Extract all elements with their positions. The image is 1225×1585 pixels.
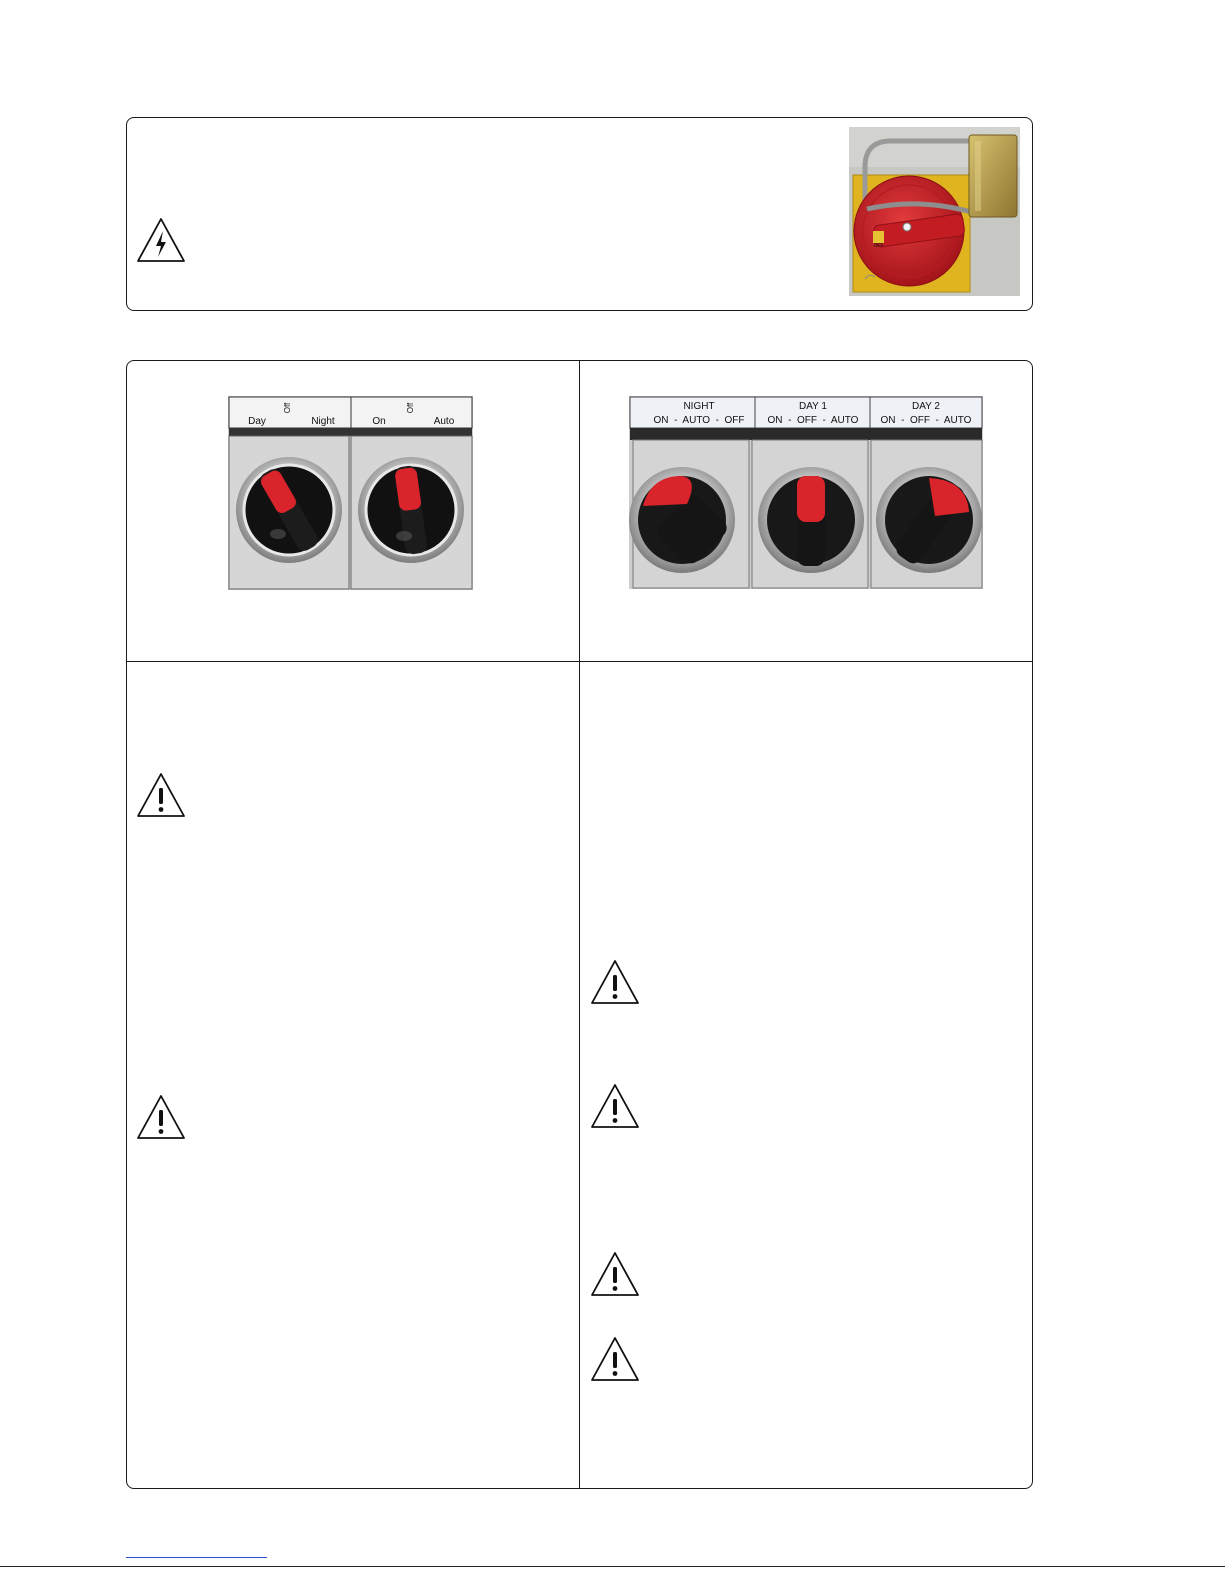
night-selector-knob [629,467,735,573]
three-switch-photo [629,396,983,589]
column-divider [579,361,580,1488]
night-positions-label: ON - AUTO - OFF [653,415,745,426]
day-night-selector-knob [236,457,342,563]
switch2-on-label: On [372,416,386,427]
caution-icon [135,1093,187,1141]
row-divider [127,661,1032,662]
caution-icon [589,958,641,1006]
electrical-hazard-icon [135,216,187,264]
lockout-isolator-photo [849,127,1020,296]
switch2-auto-label: Auto [433,416,455,427]
caution-icon [589,1082,641,1130]
day2-positions-label: ON - OFF - AUTO [880,415,972,426]
day1-positions-label: ON - OFF - AUTO [767,415,859,426]
lockout-off-label: OFF [873,243,884,249]
switch1-off-label: Off [283,402,292,414]
electrical-warning-box [126,117,1033,311]
night-title-label: NIGHT [683,401,715,412]
two-switch-photo [228,396,473,590]
caution-icon [135,771,187,819]
footer-link-underline [126,1557,267,1558]
day2-selector-knob [876,467,982,573]
footer-rule [0,1566,1225,1567]
day1-selector-knob [758,467,864,573]
on-auto-selector-knob [358,457,464,563]
day2-title-label: DAY 2 [912,401,940,412]
day1-title-label: DAY 1 [799,401,827,412]
switch1-night-label: Night [311,416,335,427]
switch1-day-label: Day [248,416,266,427]
caution-icon [589,1250,641,1298]
caution-icon [589,1335,641,1383]
switch-description-table [126,360,1033,1489]
switch2-off-label: Off [406,402,415,414]
